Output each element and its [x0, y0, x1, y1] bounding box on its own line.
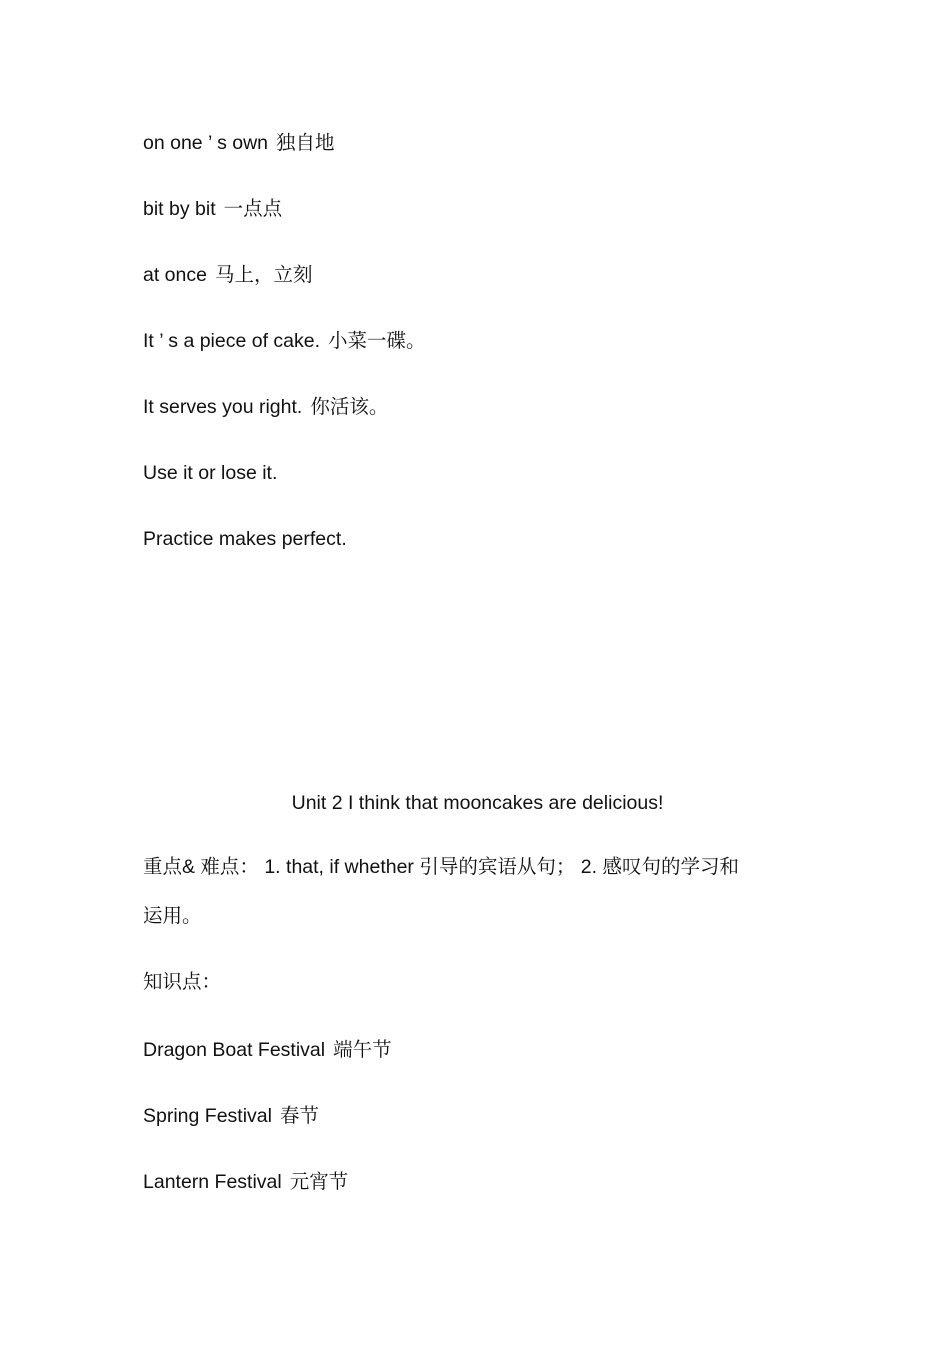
- phrase-english: Use it or lose it.: [143, 462, 278, 484]
- phrase-chinese: 一点点: [223, 198, 283, 220]
- focus-line: 重点& 难点： 1. that, if whether 引导的宾语从句； 2. 感叹句的学习和: [143, 856, 739, 878]
- vocab-line: [143, 1170, 348, 1194]
- phrase-english: on one ’ s own: [143, 132, 269, 154]
- vocab-chinese: 端午节: [333, 1039, 392, 1061]
- phrase-chinese: 马上，立刻: [214, 264, 313, 286]
- phrase-english: at once: [143, 264, 207, 286]
- vocab-english: Dragon Boat Festival: [143, 1039, 326, 1061]
- vocab-chinese: 元宵节: [289, 1171, 349, 1193]
- vocab-english: Spring Festival: [143, 1105, 272, 1127]
- phrase-english: Practice makes perfect.: [143, 528, 347, 550]
- phrase-line: [143, 263, 312, 287]
- vocab-english: Lantern Festival: [143, 1171, 282, 1193]
- focus-line-continued: 运用。: [143, 905, 202, 927]
- phrase-english: It serves you right.: [143, 396, 303, 418]
- phrase-line: [143, 329, 426, 353]
- unit-title: Unit 2 I think that mooncakes are delicious!: [291, 792, 664, 814]
- phrase-line: [143, 527, 355, 551]
- vocab-line: [143, 1104, 319, 1128]
- phrase-line: [143, 131, 335, 155]
- phrase-line: [143, 395, 388, 419]
- vocab-chinese: 春节: [279, 1105, 319, 1127]
- phrase-line: [143, 197, 282, 221]
- phrase-line: [143, 461, 285, 485]
- phrase-chinese: 独自地: [276, 132, 335, 154]
- phrase-english: bit by bit: [143, 198, 216, 220]
- knowledge-label: 知识点：: [143, 971, 222, 993]
- phrase-chinese: 小菜一碟。: [328, 330, 426, 352]
- phrase-english: It ’ s a piece of cake.: [143, 330, 321, 352]
- phrase-chinese: 你活该。: [310, 396, 389, 418]
- vocab-line: [143, 1038, 392, 1062]
